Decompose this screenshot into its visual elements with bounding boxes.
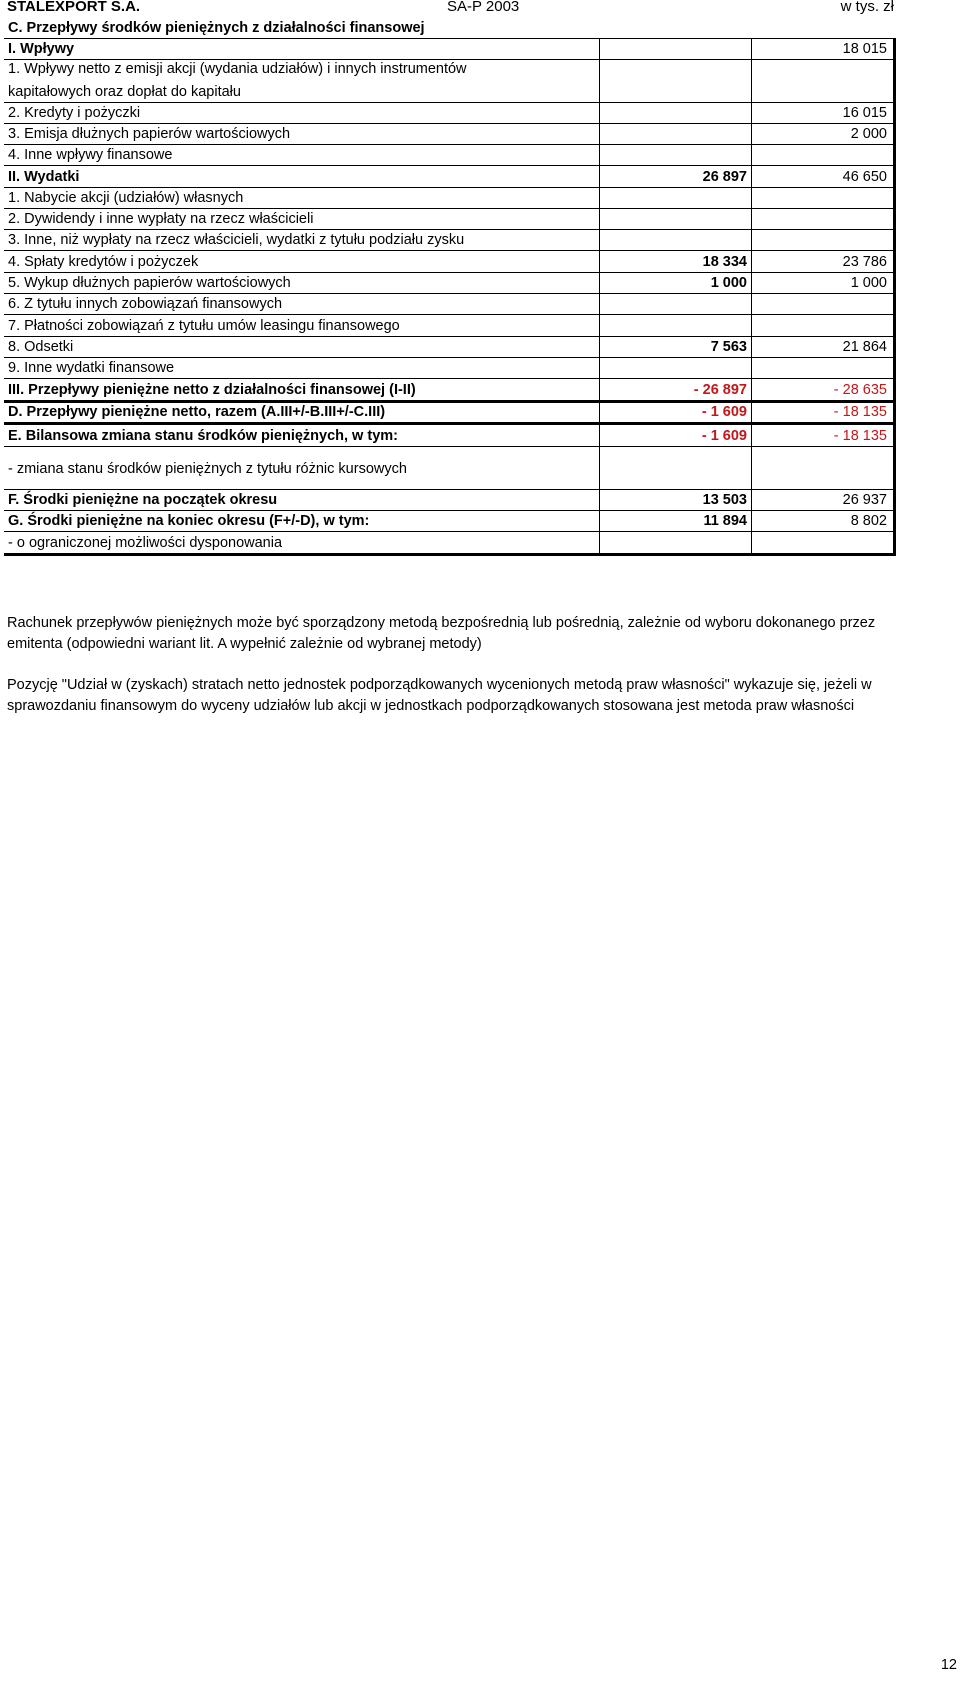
row-label: - o ograniczonej możliwości dysponowania xyxy=(8,535,283,551)
row-label: 3. Emisja dłużnych papierów wartościowych xyxy=(8,126,291,142)
cell-2003: 13 503 xyxy=(599,490,751,510)
row-label: D. Przepływy pieniężne netto, razem (A.III+/-B.III+/-C.III) xyxy=(8,404,386,420)
table-row xyxy=(4,403,896,425)
cell-2003 xyxy=(599,358,751,378)
row-label: 8. Odsetki xyxy=(8,339,74,355)
company-name: STALEXPORT S.A. xyxy=(7,0,141,15)
row-label: C. Przepływy środków pieniężnych z działalności finansowej xyxy=(8,20,425,36)
cell-2002: 46 650 xyxy=(751,166,896,187)
row-label: II. Wydatki xyxy=(8,169,80,185)
table-row xyxy=(4,379,896,403)
table-row xyxy=(4,273,896,294)
cell-2002: - 28 635 xyxy=(751,379,896,400)
row-label: 7. Płatności zobowiązań z tytułu umów leasingu finansowego xyxy=(8,318,400,334)
cell-2003: 18 334 xyxy=(599,251,751,272)
footnote-method: Rachunek przepływów pieniężnych może być sporządzony metodą bezpośrednią lub pośrednią, zależnie od wyboru dokonanego przez emitenta (odpowiedni wariant lit. A wypełnić zależnie od wybranej metody) xyxy=(7,615,876,652)
cell-2002: 2 000 xyxy=(751,124,896,144)
row-label: - zmiana stanu środków pieniężnych z tytułu różnic kursowych xyxy=(8,461,407,477)
footnotes xyxy=(7,613,907,737)
row-label: I. Wpływy xyxy=(8,41,75,57)
cell-2002: 23 786 xyxy=(751,251,896,272)
row-label: 6. Z tytułu innych zobowiązań finansowych xyxy=(8,296,283,312)
cell-2002 xyxy=(751,447,896,489)
cell-2003 xyxy=(599,209,751,229)
table-row xyxy=(4,358,896,379)
footnote-equity-method: Pozycję "Udział w (zyskach) stratach netto jednostek podporządkowanych wycenionych metodą praw własności" wykazuje się, jeżeli w sprawozdaniu finansowym do wyceny udziałów lub akcji w jednostkach podporządkowanych stosowana jest metoda praw własności xyxy=(7,677,872,714)
table-row xyxy=(4,18,896,39)
report-code: SA-P 2003 xyxy=(447,0,520,15)
row-label: 1. Wpływy netto z emisji akcji (wydania udziałów) i innych instrumentów xyxy=(8,61,467,77)
row-label: 4. Spłaty kredytów i pożyczek xyxy=(8,254,199,270)
row-label-continued: kapitałowych oraz dopłat do kapitału xyxy=(8,84,241,100)
cell-2003: 1 000 xyxy=(599,273,751,293)
cell-2002 xyxy=(751,532,896,553)
table-row xyxy=(4,447,896,490)
cell-2002 xyxy=(751,188,896,208)
cell-2002 xyxy=(751,315,896,336)
cell-2003 xyxy=(599,103,751,123)
row-label: 1. Nabycie akcji (udziałów) własnych xyxy=(8,190,244,206)
cell-2002 xyxy=(751,145,896,165)
table-row xyxy=(4,209,896,230)
cell-2002: 18 015 xyxy=(751,39,896,59)
cell-2002 xyxy=(751,294,896,314)
table-row xyxy=(4,39,896,60)
table-row xyxy=(4,425,896,447)
cell-2003: - 1 609 xyxy=(599,403,751,422)
cell-2002: 16 015 xyxy=(751,103,896,123)
table-row xyxy=(4,251,896,273)
row-label: F. Środki pieniężne na początek okresu xyxy=(8,492,278,508)
table-row xyxy=(4,490,896,511)
row-label: E. Bilansowa zmiana stanu środków pieniężnych, w tym: xyxy=(8,428,398,444)
row-label: 2. Dywidendy i inne wypłaty na rzecz właścicieli xyxy=(8,211,314,227)
cell-2002: 21 864 xyxy=(751,337,896,357)
cell-2002 xyxy=(751,230,896,250)
cell-2002 xyxy=(751,60,896,102)
page-number: 12 xyxy=(940,1657,957,1673)
table-row xyxy=(4,60,896,103)
table-row xyxy=(4,511,896,532)
row-label: III. Przepływy pieniężne netto z działalności finansowej (I-II) xyxy=(8,382,416,398)
cell-2002: - 18 135 xyxy=(751,425,896,446)
row-label: 4. Inne wpływy finansowe xyxy=(8,147,173,163)
cell-2003 xyxy=(599,124,751,144)
cell-2003 xyxy=(599,315,751,336)
cell-2003 xyxy=(599,294,751,314)
cell-2002: 8 802 xyxy=(751,511,896,531)
cell-2003: 26 897 xyxy=(599,166,751,187)
table-row xyxy=(4,166,896,188)
cell-2002: 1 000 xyxy=(751,273,896,293)
table-row xyxy=(4,532,896,556)
cell-2002: 26 937 xyxy=(751,490,896,510)
cell-2003 xyxy=(599,447,751,489)
table-row xyxy=(4,337,896,358)
row-label: 2. Kredyty i pożyczki xyxy=(8,105,141,121)
cell-2003 xyxy=(599,60,751,102)
table-row xyxy=(4,315,896,337)
row-label: G. Środki pieniężne na koniec okresu (F+/-D), w tym: xyxy=(8,513,370,529)
cell-2003 xyxy=(599,188,751,208)
cell-2003: 7 563 xyxy=(599,337,751,357)
table-row xyxy=(4,294,896,315)
cell-2003 xyxy=(599,532,751,553)
row-label: 3. Inne, niż wypłaty na rzecz właścicieli, wydatki z tytułu podziału zysku xyxy=(8,232,465,248)
cell-2003: 11 894 xyxy=(599,511,751,531)
report-header xyxy=(0,0,900,16)
table-row xyxy=(4,230,896,251)
cell-2003 xyxy=(599,39,751,59)
cell-2002 xyxy=(751,209,896,229)
table-row xyxy=(4,145,896,166)
cell-2003: - 1 609 xyxy=(599,425,751,446)
currency-unit: w tys. zł xyxy=(840,0,894,15)
cell-2003 xyxy=(599,230,751,250)
cell-2003 xyxy=(599,145,751,165)
cell-2002 xyxy=(751,358,896,378)
table-row xyxy=(4,188,896,209)
table-row xyxy=(4,103,896,124)
table-row xyxy=(4,124,896,145)
row-label: 9. Inne wydatki finansowe xyxy=(8,360,175,376)
cell-2003: - 26 897 xyxy=(599,379,751,400)
cell-2002: - 18 135 xyxy=(751,403,896,422)
row-label: 5. Wykup dłużnych papierów wartościowych xyxy=(8,275,291,291)
cash-flow-table xyxy=(4,18,896,556)
